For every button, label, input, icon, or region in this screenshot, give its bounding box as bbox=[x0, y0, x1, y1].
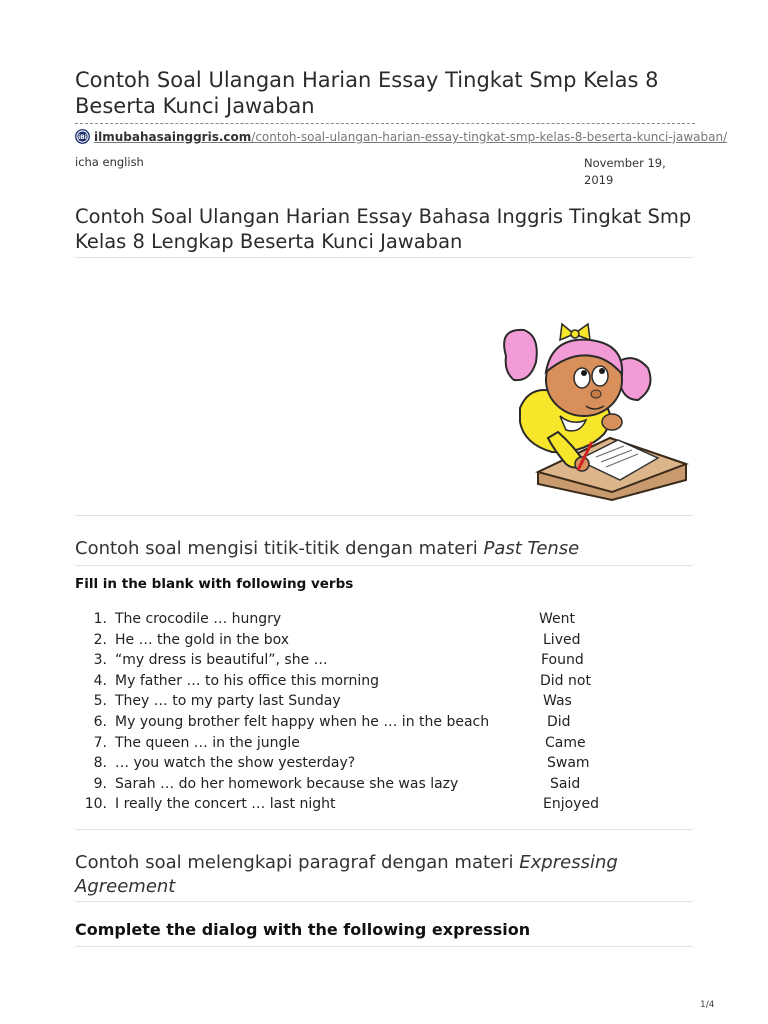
source-path[interactable]: /contoh-soal-ulangan-harian-essay-tingkat-smp-kelas-8-beserta-kunci-jawaban/ bbox=[251, 130, 728, 144]
list-item bbox=[75, 712, 635, 733]
item-verb: Did bbox=[547, 713, 571, 730]
item-verb: Swam bbox=[547, 755, 590, 772]
item-number: 5. bbox=[93, 693, 107, 710]
source-url[interactable] bbox=[94, 130, 727, 144]
item-verb: Was bbox=[543, 693, 572, 710]
item-sentence: My father … to his office this morning bbox=[115, 672, 380, 689]
list-item bbox=[75, 671, 635, 692]
item-number: 10. bbox=[84, 796, 107, 813]
item-verb: Lived bbox=[543, 631, 581, 648]
source-domain[interactable]: ilmubahasainggris.com bbox=[94, 130, 252, 144]
girl-studying-illustration bbox=[500, 322, 696, 502]
section1-end-divider bbox=[75, 829, 693, 830]
section2-heading-topic: Expressing Agreement bbox=[75, 852, 618, 897]
item-number: 7. bbox=[93, 734, 107, 751]
list-item bbox=[75, 774, 635, 795]
section2-heading-text: Contoh soal melengkapi paragraf dengan materi bbox=[75, 852, 520, 873]
list-item bbox=[75, 733, 635, 754]
section2-heading bbox=[75, 851, 695, 899]
item-sentence: He … the gold in the box bbox=[115, 631, 290, 648]
list-item bbox=[75, 753, 635, 774]
illustration-divider bbox=[75, 515, 693, 516]
list-item bbox=[75, 630, 635, 651]
title-divider bbox=[75, 123, 695, 124]
item-number: 9. bbox=[93, 775, 107, 792]
item-number: 1. bbox=[93, 611, 107, 627]
heading-divider bbox=[75, 257, 693, 258]
item-sentence: My young brother felt happy when he … in the beach bbox=[115, 713, 490, 730]
item-verb: Said bbox=[550, 775, 581, 792]
section1-divider bbox=[75, 565, 693, 566]
section2-divider bbox=[75, 901, 693, 902]
item-sentence: The queen … in the jungle bbox=[115, 734, 300, 751]
item-verb: Enjoyed bbox=[543, 796, 599, 813]
section2-instruction: Complete the dialog with the following expression bbox=[75, 920, 531, 939]
author-name: icha english bbox=[75, 155, 144, 169]
svg-text:iBi: iBi bbox=[78, 133, 87, 141]
item-sentence: They … to my party last Sunday bbox=[115, 693, 341, 710]
item-verb: Came bbox=[545, 734, 586, 751]
section1-heading bbox=[75, 537, 695, 561]
item-sentence: … you watch the show yesterday? bbox=[115, 755, 356, 772]
fill-blank-list bbox=[75, 609, 635, 815]
item-sentence: I really the concert … last night bbox=[115, 796, 336, 813]
item-sentence: Sarah … do her homework because she was lazy bbox=[115, 775, 459, 792]
document-title: Contoh Soal Ulangan Harian Essay Tingkat Smp Kelas 8 Beserta Kunci Jawaban bbox=[75, 68, 659, 118]
item-number: 3. bbox=[93, 652, 107, 669]
article-heading: Contoh Soal Ulangan Harian Essay Bahasa Inggris Tingkat Smp Kelas 8 Lengkap Beserta Kunci Jawaban bbox=[75, 205, 692, 253]
page-number: 1/4 bbox=[700, 1000, 715, 1010]
list-item bbox=[75, 609, 635, 630]
list-item bbox=[75, 650, 635, 671]
section1-heading-topic: Past Tense bbox=[483, 538, 580, 559]
publish-date: November 19, 2019 bbox=[584, 156, 666, 187]
item-sentence: The crocodile … hungry bbox=[115, 611, 282, 627]
item-number: 6. bbox=[93, 713, 107, 730]
item-number: 4. bbox=[93, 672, 107, 689]
item-sentence: “my dress is beautiful”, she … bbox=[115, 652, 328, 669]
item-verb: Did not bbox=[540, 672, 591, 689]
site-logo-icon bbox=[75, 129, 90, 144]
item-verb: Found bbox=[541, 652, 584, 669]
list-item bbox=[75, 691, 635, 712]
item-verb: Went bbox=[539, 611, 575, 627]
item-number: 8. bbox=[93, 755, 107, 772]
source-link-row[interactable] bbox=[75, 128, 728, 148]
section2-end-divider bbox=[75, 946, 693, 947]
list-item bbox=[75, 794, 635, 815]
item-number: 2. bbox=[93, 631, 107, 648]
section1-instruction: Fill in the blank with following verbs bbox=[75, 576, 354, 592]
section1-heading-text: Contoh soal mengisi titik-titik dengan materi bbox=[75, 538, 484, 559]
